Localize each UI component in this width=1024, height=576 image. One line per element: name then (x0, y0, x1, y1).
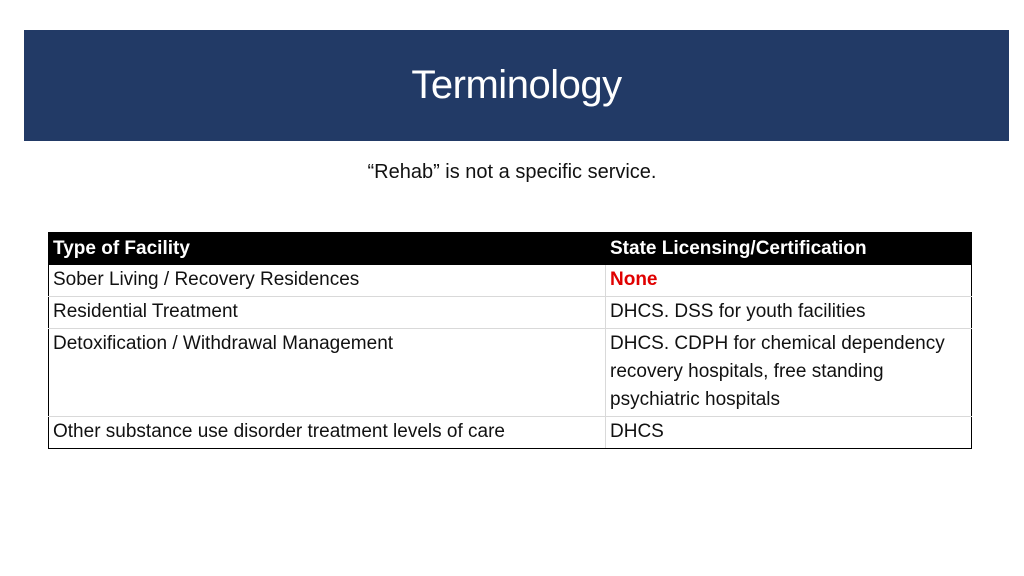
facility-cell: Residential Treatment (49, 297, 606, 329)
facility-cell: Detoxification / Withdrawal Management (49, 329, 606, 417)
table-row (49, 297, 972, 329)
table-row (49, 265, 972, 297)
licensing-none-text: None (610, 269, 658, 290)
facility-cell: Other substance use disorder treatment levels of care (49, 417, 606, 449)
header-state-licensing: State Licensing/Certification (606, 233, 972, 265)
table-header-row (49, 233, 972, 265)
header-type-of-facility: Type of Facility (49, 233, 606, 265)
licensing-cell: DHCS. DSS for youth facilities (606, 297, 972, 329)
title-bar (24, 30, 1009, 141)
table-row (49, 329, 972, 417)
facility-cell: Sober Living / Recovery Residences (49, 265, 606, 297)
slide-subtitle: “Rehab” is not a specific service. (367, 161, 657, 183)
licensing-cell: DHCS. CDPH for chemical dependency recovery hospitals, free standing psychiatric hospitals (606, 329, 972, 417)
facility-licensing-table (48, 232, 972, 449)
table-row (49, 417, 972, 449)
licensing-cell (606, 265, 972, 297)
slide-title: Terminology (411, 63, 622, 107)
licensing-cell: DHCS (606, 417, 972, 449)
